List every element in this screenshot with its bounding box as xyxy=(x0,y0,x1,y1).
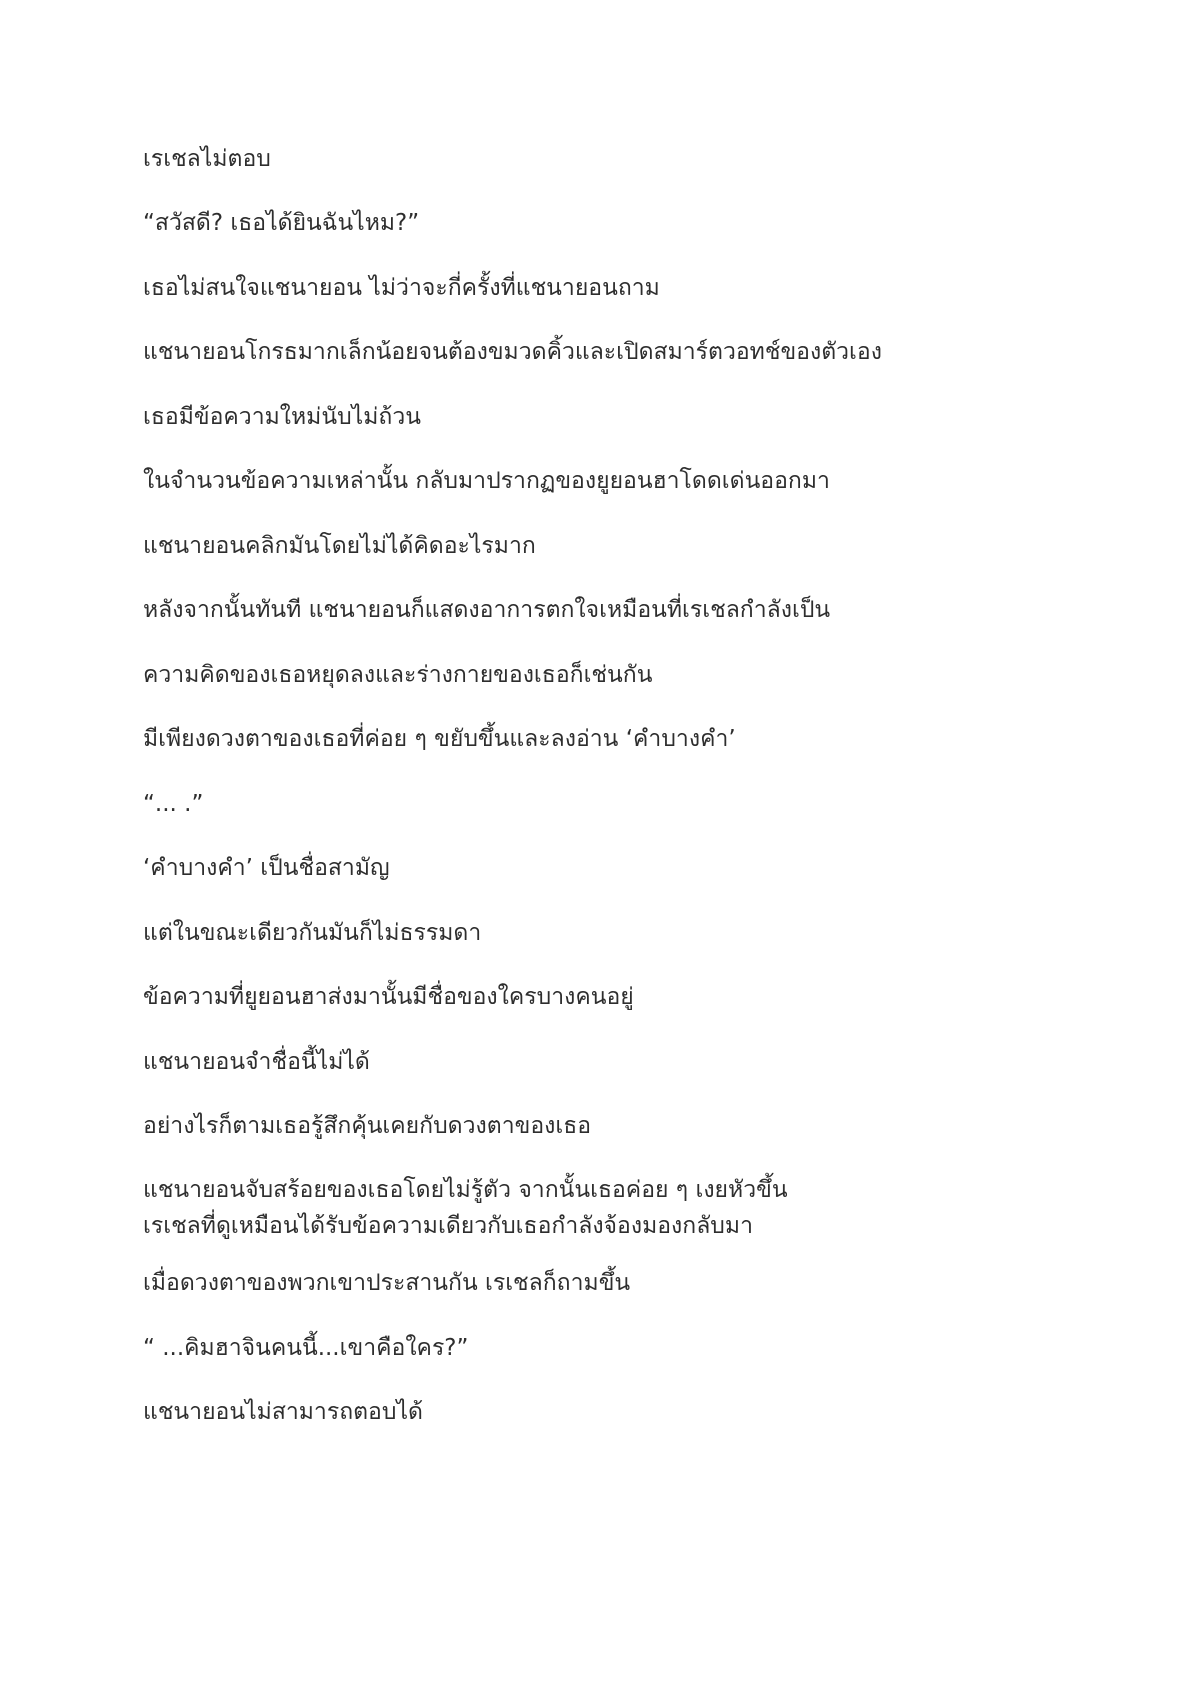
paragraph xyxy=(143,1265,1103,1301)
paragraph xyxy=(143,1172,1103,1244)
paragraph-line: ความคิดของเธอหยุดลงและร่างกายของเธอก็เช่นกัน xyxy=(143,662,653,688)
paragraph xyxy=(143,592,1103,628)
paragraph-line: แชนายอนจำชื่อนี้ไม่ได้ xyxy=(143,1049,370,1075)
paragraph xyxy=(143,463,1103,499)
paragraph-line: เธอมีข้อความใหม่นับไม่ถ้วน xyxy=(143,404,421,430)
paragraph xyxy=(143,270,1103,306)
paragraph xyxy=(143,399,1103,435)
paragraph-line: มีเพียงดวงตาของเธอที่ค่อย ๆ ขยับขึ้นและลงอ่าน ‘คำบางคำ’ xyxy=(143,726,736,752)
paragraph-line: ข้อความที่ยูยอนฮาส่งมานั้นมีชื่อของใครบางคนอยู่ xyxy=(143,984,634,1010)
paragraph xyxy=(143,915,1103,951)
paragraph xyxy=(143,205,1103,241)
paragraph-line: เธอไม่สนใจแชนายอน ไม่ว่าจะกี่ครั้งที่แชนายอนถาม xyxy=(143,275,660,301)
paragraph xyxy=(143,1394,1103,1430)
paragraph xyxy=(143,850,1103,886)
paragraph-line: เรเชลไม่ตอบ xyxy=(143,146,271,172)
paragraph xyxy=(143,1330,1103,1366)
paragraph xyxy=(143,721,1103,757)
paragraph xyxy=(143,1044,1103,1080)
paragraph xyxy=(143,979,1103,1015)
paragraph xyxy=(143,334,1103,370)
paragraph xyxy=(143,141,1103,177)
paragraph-line: แชนายอนโกรธมากเล็กน้อยจนต้องขมวดคิ้วและเปิดสมาร์ตวอทช์ของตัวเอง xyxy=(143,339,882,365)
paragraph xyxy=(143,1108,1103,1144)
paragraph-line: อย่างไรก็ตามเธอรู้สึกคุ้นเคยกับดวงตาของเธอ xyxy=(143,1113,592,1139)
paragraph xyxy=(143,528,1103,564)
paragraph-line: แชนายอนจับสร้อยของเธอโดยไม่รู้ตัว จากนั้นเธอค่อย ๆ เงยหัวขึ้น xyxy=(143,1177,788,1203)
paragraph xyxy=(143,786,1103,822)
paragraph-line: เมื่อดวงตาของพวกเขาประสานกัน เรเชลก็ถามขึ้น xyxy=(143,1270,631,1296)
paragraph-line: “... .” xyxy=(143,791,204,817)
paragraph xyxy=(143,657,1103,693)
paragraph-line: แชนายอนคลิกมันโดยไม่ได้คิดอะไรมาก xyxy=(143,533,536,559)
paragraph-line: ‘คำบางคำ’ เป็นชื่อสามัญ xyxy=(143,855,390,881)
paragraph-line: ในจำนวนข้อความเหล่านั้น กลับมาปรากฏของยูยอนฮาโดดเด่นออกมา xyxy=(143,468,830,494)
paragraph-line: หลังจากนั้นทันที แชนายอนก็แสดงอาการตกใจเหมือนที่เรเชลกำลังเป็น xyxy=(143,597,831,623)
paragraph-line: “สวัสดี? เธอได้ยินฉันไหม?” xyxy=(143,210,420,236)
paragraph-line: “ ...คิมฮาจินคนนี้...เขาคือใคร?” xyxy=(143,1335,469,1361)
paragraph-line: แชนายอนไม่สามารถตอบได้ xyxy=(143,1399,423,1425)
paragraph-line: เรเชลที่ดูเหมือนได้รับข้อความเดียวกับเธอกำลังจ้องมองกลับมา xyxy=(143,1213,753,1239)
paragraph-line: แต่ในขณะเดียวกันมันก็ไม่ธรรมดา xyxy=(143,920,482,946)
